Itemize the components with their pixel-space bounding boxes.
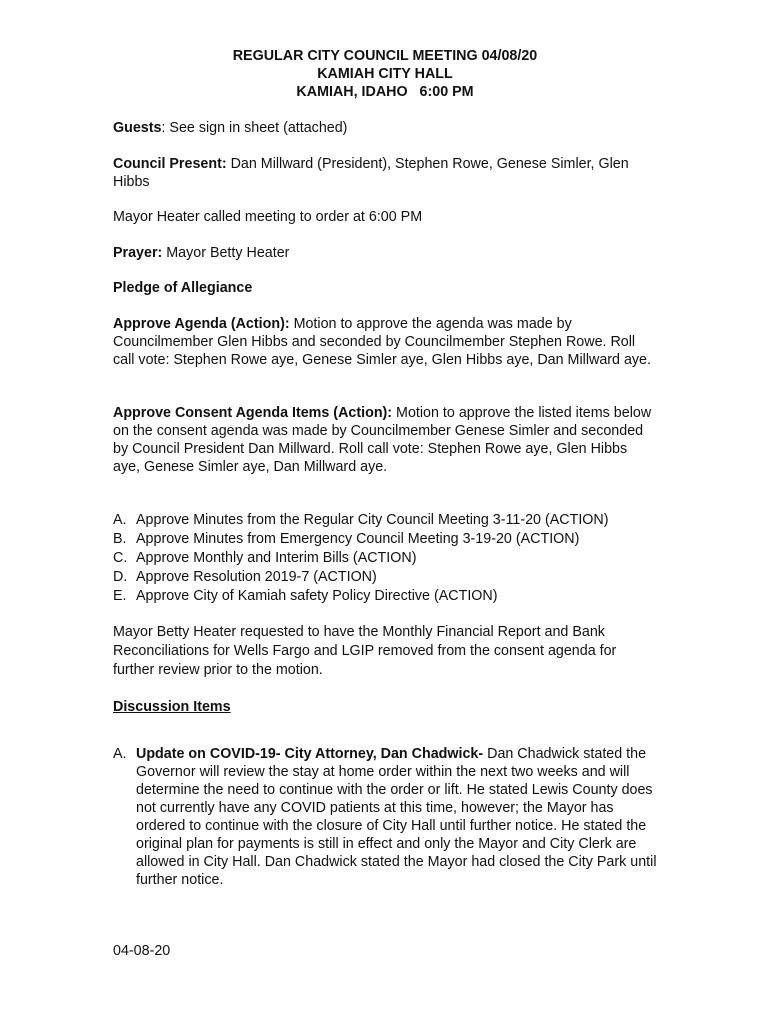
mayor-request-paragraph: Mayor Betty Heater requested to have the Monthly Financial Report and Bank Reconciliations for Wells Fargo and LGIP removed from the consent agenda for further review prior to the motion.: [113, 624, 617, 678]
list-item: C. Approve Monthly and Interim Bills (ACTION): [113, 550, 417, 566]
prayer-paragraph: [113, 244, 658, 262]
discussion-item: [113, 745, 658, 889]
approve-consent-label: Approve Consent Agenda Items (Action):: [113, 405, 393, 421]
list-item: E. Approve City of Kamiah safety Policy Directive (ACTION): [113, 588, 498, 604]
prayer-text: Mayor Betty Heater: [162, 245, 290, 261]
page-footer-date: 04-08-20: [113, 943, 171, 959]
pledge-heading: Pledge of Allegiance: [113, 280, 253, 296]
council-present-paragraph: [113, 155, 658, 191]
guests-paragraph: [113, 119, 658, 137]
discussion-item-letter: A.: [113, 746, 127, 762]
council-present-text: Dan Millward (President), Stephen Rowe, Genese Simler, Glen Hibbs: [113, 156, 629, 190]
discussion-heading: Discussion Items: [113, 699, 231, 715]
guests-text: : See sign in sheet (attached): [161, 120, 348, 136]
approve-consent-paragraph: [113, 404, 653, 476]
meeting-header: [0, 47, 770, 101]
list-item: D. Approve Resolution 2019-7 (ACTION): [113, 569, 377, 585]
prayer-label: Prayer:: [113, 245, 163, 261]
discussion-item-body: [113, 745, 658, 889]
approve-consent-text: Motion to approve the listed items below on the consent agenda was made by Councilmember Genese Simler and seconded by Council President Dan Millward. Roll call vote: Stephen Rowe aye, Glen Hibbs aye, Genese Simler aye, Dan Millward aye.: [113, 405, 652, 475]
discussion-item-title: Update on COVID-19- City Attorney, Dan Chadwick-: [136, 746, 484, 762]
list-item: B. Approve Minutes from Emergency Council Meeting 3-19-20 (ACTION): [113, 531, 580, 547]
list-item: A. Approve Minutes from the Regular City Council Meeting 3-11-20 (ACTION): [113, 512, 609, 528]
header-title: REGULAR CITY COUNCIL MEETING 04/08/20: [232, 48, 538, 64]
approve-agenda-label: Approve Agenda (Action):: [113, 316, 290, 332]
approve-agenda-paragraph: [113, 315, 658, 369]
consent-items-list: [113, 511, 658, 606]
header-location: KAMIAH CITY HALL: [317, 66, 453, 82]
council-present-label: Council Present:: [113, 156, 227, 172]
approve-agenda-text: Motion to approve the agenda was made by Councilmember Glen Hibbs and seconded by Councilmember Stephen Rowe. Roll call vote: Stephen Rowe aye, Genese Simler aye, Glen Hibbs aye, Dan Millward aye.: [113, 316, 651, 368]
call-to-order-paragraph: Mayor Heater called meeting to order at 6:00 PM: [113, 209, 423, 225]
discussion-item-text: Dan Chadwick stated the Governor will review the stay at home order within the next two weeks and will determine the need to continue with the order or lift. He stated Lewis County does not currently have any COVID patients at this time, however; the Mayor has ordered to continue with the closure of City Hall until further notice. He stated the original plan for payments is still in effect and only the Mayor and City Clerk are allowed in City Hall. Dan Chadwick stated the Mayor had closed the City Park until further notice.: [136, 746, 657, 888]
header-city-time: KAMIAH, IDAHO 6:00 PM: [296, 84, 474, 100]
guests-label: Guests: [113, 120, 162, 136]
